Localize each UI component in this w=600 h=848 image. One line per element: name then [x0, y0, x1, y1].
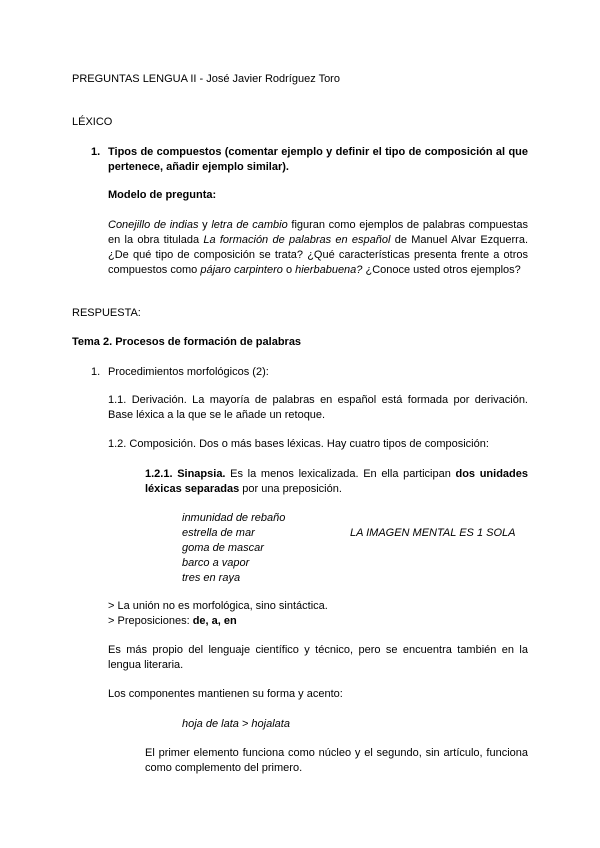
union-note: > La unión no es morfológica, sino sintáctica.: [108, 600, 328, 612]
preposiciones-note: > Preposiciones: de, a, en: [108, 615, 237, 627]
composicion-paragraph: 1.2. Composición. Dos o más bases léxicas. Hay cuatro tipos de composición:: [108, 438, 489, 450]
hojalata-example: hoja de lata > hojalata: [182, 718, 290, 730]
examples-list: [182, 511, 285, 586]
example-item: estrella de mar: [182, 527, 255, 539]
book-title: La formación de palabras en español: [203, 234, 391, 246]
example-hierbabuena: hierbabuena?: [295, 264, 363, 276]
example-item: tres en raya: [182, 572, 241, 584]
sinapsia-bold: dos unidades léxicas separadas: [145, 468, 528, 495]
primer-elemento-paragraph: El primer elemento funciona como núcleo y el segundo, sin artículo, funciona como complemento del primero.: [145, 747, 528, 774]
example-letra-cambio: letra de cambio: [211, 219, 288, 231]
tema-heading: Tema 2. Procesos de formación de palabras: [72, 336, 302, 348]
model-label: Modelo de pregunta:: [108, 189, 217, 201]
preposiciones-value: de, a, en: [192, 615, 237, 627]
example-item: inmunidad de rebaño: [182, 512, 286, 524]
section-number: 1.: [91, 366, 101, 378]
section-title: Procedimientos morfológicos (2):: [108, 366, 269, 378]
sinapsia-paragraph: 1.2.1. Sinapsia. Es la menos lexicalizada. En ella participan dos unidades léxicas separadas por una preposición.: [145, 468, 528, 495]
respuesta-heading: RESPUESTA:: [72, 307, 141, 319]
example-conejillo: Conejillo de indias: [108, 219, 199, 231]
lexico-heading: LÉXICO: [72, 116, 113, 128]
example-item: goma de mascar: [182, 542, 264, 554]
propio-paragraph: Es más propio del lenguaje científico y técnico, pero se encuentra también en la lengua literaria.: [108, 644, 528, 671]
componentes-paragraph: Los componentes mantienen su forma y acento:: [108, 688, 343, 700]
derivacion-paragraph: 1.1. Derivación. La mayoría de palabras en español está formada por derivación. Base léxica a la que se le añade un retoque.: [108, 394, 528, 421]
imagen-mental-note: LA IMAGEN MENTAL ES 1 SOLA: [350, 527, 516, 539]
question-number: 1.: [91, 146, 101, 158]
example-pajaro: pájaro carpintero: [200, 264, 283, 276]
example-item: barco a vapor: [182, 557, 250, 569]
document-title: PREGUNTAS LENGUA II - José Javier Rodríguez Toro: [72, 73, 340, 85]
sinapsia-label: 1.2.1. Sinapsia.: [145, 468, 226, 480]
question-title: Tipos de compuestos (comentar ejemplo y definir el tipo de composición al que pertenece, añadir ejemplo similar).: [108, 146, 528, 173]
question-body: Conejillo de indias y letra de cambio figuran como ejemplos de palabras compuestas en la obra titulada La formación de palabras en español de Manuel Alvar Ezquerra. ¿De qué tipo de composición se trata? ¿Qué características presenta frente a otros compuestos como pájaro carpintero o hierbabuena? ¿Conoce usted otros ejemplos?: [108, 219, 529, 276]
